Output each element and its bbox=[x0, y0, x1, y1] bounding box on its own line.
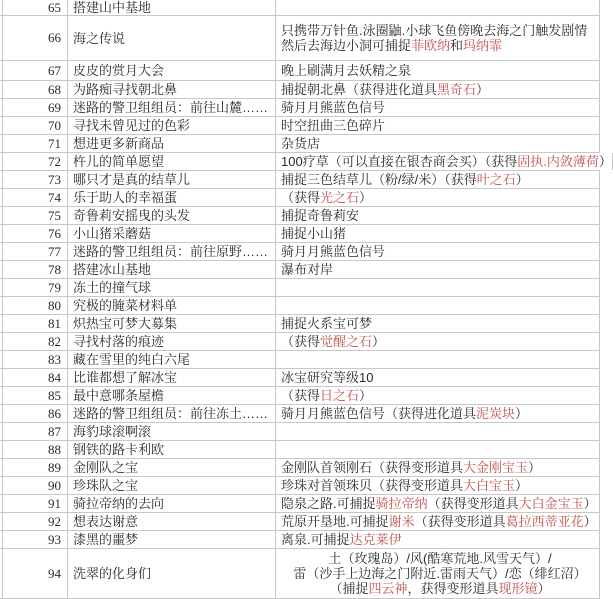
quest-description bbox=[276, 261, 600, 278]
quest-description bbox=[276, 171, 600, 188]
quest-number: 69 bbox=[3, 99, 68, 116]
quest-name: 想进更多新商品 bbox=[68, 135, 276, 152]
quest-description-line bbox=[281, 208, 599, 223]
quest-description bbox=[276, 279, 600, 296]
description-text: 土（玫瑰岛）/风(酷寒荒地.风雪天气）/ bbox=[328, 551, 552, 566]
quest-description bbox=[276, 531, 600, 548]
quest-number: 75 bbox=[3, 207, 68, 224]
table-row bbox=[0, 369, 600, 387]
quest-name: 漆黑的噩梦 bbox=[68, 531, 276, 548]
quest-description bbox=[276, 315, 600, 332]
description-text: 100疗草（可以直接在银杏商会买）（获得 bbox=[281, 154, 518, 169]
description-text: ） bbox=[359, 190, 373, 205]
quest-description bbox=[276, 405, 600, 422]
quest-description-line bbox=[281, 82, 599, 97]
table-row bbox=[0, 61, 600, 81]
quest-description-line bbox=[281, 478, 599, 493]
table-row bbox=[0, 99, 600, 117]
quest-number: 77 bbox=[3, 243, 68, 260]
quest-name: 迷路的警卫组组员：前往山麓…… bbox=[68, 99, 276, 116]
table-row bbox=[0, 459, 600, 477]
quest-number: 71 bbox=[3, 135, 68, 152]
quest-description-line bbox=[281, 118, 599, 133]
quest-description-line bbox=[281, 226, 599, 241]
quest-name: 奇鲁莉安摇曳的头发 bbox=[68, 207, 276, 224]
quest-name: 寻找村落的痕迹 bbox=[68, 333, 276, 350]
quest-number: 83 bbox=[3, 351, 68, 368]
quest-number: 82 bbox=[3, 333, 68, 350]
quest-name: 藏在雪里的纯白六尾 bbox=[68, 351, 276, 368]
description-text: （获得变形道具 bbox=[414, 514, 506, 529]
quest-description bbox=[276, 351, 600, 368]
quest-description bbox=[276, 495, 600, 512]
description-text: ） bbox=[515, 406, 529, 421]
reward-item-highlight: 泥炭块 bbox=[476, 406, 516, 421]
quest-name: 海之传说 bbox=[68, 16, 276, 60]
description-text: ） bbox=[528, 460, 542, 475]
quest-name: 杵儿的简单愿望 bbox=[68, 153, 276, 170]
description-text: 捕捉三色结草儿（粉/绿/米）（获得 bbox=[281, 172, 477, 187]
quest-description bbox=[276, 135, 600, 152]
reward-item-highlight: 菲欧纳 bbox=[411, 38, 451, 53]
quest-number: 74 bbox=[3, 189, 68, 206]
quest-number: 90 bbox=[3, 477, 68, 494]
quest-number: 79 bbox=[3, 279, 68, 296]
description-text: 时空扭曲三色碎片 bbox=[281, 118, 386, 133]
table-row bbox=[0, 207, 600, 225]
table-row bbox=[0, 16, 600, 61]
quest-description-line bbox=[281, 23, 599, 38]
table-row bbox=[0, 225, 600, 243]
description-text: 捕捉朝北鼻（获得进化道具 bbox=[281, 82, 438, 97]
description-text: ） bbox=[359, 388, 373, 403]
table-row bbox=[0, 189, 600, 207]
description-text: ） bbox=[515, 172, 529, 187]
reward-item-highlight: 觉醒之石 bbox=[320, 334, 373, 349]
quest-number: 65 bbox=[3, 0, 68, 15]
quest-description bbox=[276, 297, 600, 314]
quest-number: 81 bbox=[3, 315, 68, 332]
description-text: ） bbox=[537, 581, 551, 596]
quest-name: 炽热宝可梦大募集 bbox=[68, 315, 276, 332]
quest-description-line bbox=[281, 496, 599, 511]
table-row bbox=[0, 495, 600, 513]
reward-item-highlight: 大白宝玉 bbox=[463, 478, 516, 493]
reward-item-highlight: 大白金宝玉 bbox=[518, 496, 584, 511]
table-row bbox=[0, 243, 600, 261]
description-text: ，获得变形道具 bbox=[407, 581, 499, 596]
reward-item-highlight: 黑奇石 bbox=[437, 82, 477, 97]
quest-name: 金刚队之宝 bbox=[68, 459, 276, 476]
description-text: 杂货店 bbox=[281, 136, 321, 151]
quest-description bbox=[276, 99, 600, 116]
description-text: 荒原开垦地.可捕捉 bbox=[281, 514, 389, 529]
description-text: 然后去海边小洞可捕捉 bbox=[281, 38, 412, 53]
reward-item-highlight: 叶之石 bbox=[476, 172, 516, 187]
quest-description-line bbox=[281, 370, 599, 385]
table-row bbox=[0, 387, 600, 405]
quest-name: 珍珠队之宝 bbox=[68, 477, 276, 494]
quest-description-line bbox=[281, 38, 599, 53]
table-row bbox=[0, 405, 600, 423]
quest-description bbox=[276, 477, 600, 494]
quest-description bbox=[276, 387, 600, 404]
table-row bbox=[0, 351, 600, 369]
quest-number: 73 bbox=[3, 171, 68, 188]
quest-number: 89 bbox=[3, 459, 68, 476]
quest-name: 比谁都想了解冰宝 bbox=[68, 369, 276, 386]
quest-number: 93 bbox=[3, 531, 68, 548]
quest-number: 67 bbox=[3, 61, 68, 80]
description-text: （获得变形道具 bbox=[427, 496, 519, 511]
quest-name: 最中意哪条屋檐 bbox=[68, 387, 276, 404]
quest-name: 哪只才是真的结草儿 bbox=[68, 171, 276, 188]
reward-item-highlight: 谢米 bbox=[388, 514, 415, 529]
quest-name: 冻土的撞气球 bbox=[68, 279, 276, 296]
quest-description-line bbox=[281, 566, 599, 581]
reward-item-highlight: 玛纳霏 bbox=[463, 38, 503, 53]
quest-name: 乐于助人的幸福蛋 bbox=[68, 189, 276, 206]
quest-description bbox=[276, 207, 600, 224]
quest-description bbox=[276, 441, 600, 458]
reward-item-highlight: 大金刚宝玉 bbox=[463, 460, 529, 475]
description-text: ） bbox=[598, 154, 612, 169]
reward-item-highlight: 达克莱伊 bbox=[349, 532, 402, 547]
quest-description bbox=[276, 333, 600, 350]
quest-description bbox=[276, 423, 600, 440]
quest-number: 78 bbox=[3, 261, 68, 278]
description-text: ） bbox=[583, 496, 597, 511]
description-text: 珍珠对首领珠贝（获得变形道具 bbox=[281, 478, 464, 493]
description-text: （获得 bbox=[281, 334, 321, 349]
quest-description bbox=[276, 153, 613, 170]
quest-name: 皮皮的赏月大会 bbox=[68, 61, 276, 80]
description-text: 晚上刷满月去妖精之泉 bbox=[281, 63, 412, 78]
quest-number: 84 bbox=[3, 369, 68, 386]
quest-description-line bbox=[281, 190, 599, 205]
quest-name: 究极的腌菜材料单 bbox=[68, 297, 276, 314]
quest-name: 钢铁的路卡利欧 bbox=[68, 441, 276, 458]
quest-name: 迷路的警卫组组员：前往冻土…… bbox=[68, 405, 276, 422]
quest-name: 搭建冰山基地 bbox=[68, 261, 276, 278]
description-text: （获得 bbox=[281, 388, 321, 403]
description-text: 金刚队首领刚石（获得变形道具 bbox=[281, 460, 464, 475]
description-text: 离泉.可捕捉 bbox=[281, 532, 350, 547]
description-text: 捕捉小山猪 bbox=[281, 226, 347, 241]
table-row bbox=[0, 297, 600, 315]
table-row bbox=[0, 153, 612, 171]
description-text: 骑月月熊蓝色信号 bbox=[281, 100, 386, 115]
description-text: 瀑布对岸 bbox=[281, 262, 334, 277]
quest-number: 86 bbox=[3, 405, 68, 422]
reward-item-highlight: 四云神 bbox=[368, 581, 408, 596]
quest-number: 68 bbox=[3, 81, 68, 98]
quest-number: 91 bbox=[3, 495, 68, 512]
quest-name: 迷路的警卫组组员：前往原野…… bbox=[68, 243, 276, 260]
quest-number: 92 bbox=[3, 513, 68, 530]
quest-number: 88 bbox=[3, 441, 68, 458]
table-row bbox=[0, 279, 600, 297]
quest-number: 94 bbox=[3, 549, 68, 598]
quest-name: 小山猪采蘑菇 bbox=[68, 225, 276, 242]
table-row bbox=[0, 261, 600, 279]
quest-number: 76 bbox=[3, 225, 68, 242]
description-text: 雷（沙手上边海之门附近.雷雨天气）/恋（绯红沼） bbox=[293, 566, 587, 581]
quest-description bbox=[276, 0, 600, 15]
quest-description-line bbox=[281, 388, 599, 403]
quest-description bbox=[276, 243, 600, 260]
quest-description-line bbox=[281, 172, 599, 187]
quest-description-line bbox=[281, 460, 599, 475]
table-row bbox=[0, 171, 600, 189]
quest-description-line bbox=[281, 100, 599, 115]
description-text: 冰宝研究等级10 bbox=[281, 370, 374, 385]
quest-number: 70 bbox=[3, 117, 68, 134]
description-text: 隐泉之路.可捕捉 bbox=[281, 496, 376, 511]
quest-description bbox=[276, 189, 600, 206]
quest-number: 72 bbox=[3, 153, 68, 170]
table-row bbox=[0, 315, 600, 333]
reward-item-highlight: 日之石 bbox=[320, 388, 360, 403]
reward-item-highlight: 葛拉西蒂亚花 bbox=[505, 514, 584, 529]
description-text: 捕捉奇鲁莉安 bbox=[281, 208, 360, 223]
table-row bbox=[0, 333, 600, 351]
quest-description-line bbox=[281, 316, 599, 331]
quest-name: 海豹球滚啊滚 bbox=[68, 423, 276, 440]
description-text: 骑月月熊蓝色信号（获得进化道具 bbox=[281, 406, 477, 421]
description-text: （获得 bbox=[281, 190, 321, 205]
reward-item-highlight: 光之石 bbox=[320, 190, 360, 205]
quest-description-line bbox=[281, 406, 599, 421]
quest-description bbox=[276, 225, 600, 242]
description-text: （捕捉 bbox=[329, 581, 369, 596]
quest-description bbox=[276, 369, 600, 386]
table-row bbox=[0, 135, 600, 153]
reward-item-highlight: 固执.内敛薄荷 bbox=[517, 154, 599, 169]
quest-name: 为路痴寻找朝北鼻 bbox=[68, 81, 276, 98]
quest-description-line bbox=[281, 532, 599, 547]
quest-description-line bbox=[281, 154, 612, 169]
quest-name: 搭建山中基地 bbox=[68, 0, 276, 15]
quest-description-line bbox=[281, 514, 599, 529]
quest-number: 85 bbox=[3, 387, 68, 404]
quest-description bbox=[276, 513, 600, 530]
description-text: ） bbox=[372, 334, 386, 349]
quest-description-line bbox=[281, 63, 599, 78]
quest-description bbox=[276, 61, 600, 80]
quest-number: 66 bbox=[3, 16, 68, 60]
quest-description bbox=[276, 459, 600, 476]
quest-description-line bbox=[281, 244, 599, 259]
quest-description bbox=[276, 16, 600, 60]
description-text: 捕捉火系宝可梦 bbox=[281, 316, 373, 331]
table-row bbox=[0, 0, 600, 16]
quest-number: 87 bbox=[3, 423, 68, 440]
table-row bbox=[0, 117, 600, 135]
table-row bbox=[0, 441, 600, 459]
table-row bbox=[0, 549, 600, 599]
quest-name: 骑拉帝纳的去向 bbox=[68, 495, 276, 512]
table-row bbox=[0, 513, 600, 531]
quest-description bbox=[276, 549, 600, 598]
quest-description-line bbox=[281, 262, 599, 277]
quest-description-line bbox=[281, 334, 599, 349]
quest-description-line bbox=[281, 581, 599, 596]
quest-name: 寻找未曾见过的色彩 bbox=[68, 117, 276, 134]
reward-item-highlight: 现形镜 bbox=[498, 581, 538, 596]
description-text: ） bbox=[583, 514, 597, 529]
quest-description bbox=[276, 117, 600, 134]
table-row bbox=[0, 477, 600, 495]
description-text: 骑月月熊蓝色信号 bbox=[281, 244, 386, 259]
description-text: ） bbox=[515, 478, 529, 493]
description-text: 和 bbox=[450, 38, 464, 53]
quest-description-line bbox=[281, 136, 599, 151]
quest-description bbox=[276, 81, 600, 98]
reward-item-highlight: 骑拉帝纳 bbox=[375, 496, 428, 511]
description-text: ） bbox=[476, 82, 490, 97]
quest-name: 洗翠的化身们 bbox=[68, 549, 276, 598]
quest-name: 想表达谢意 bbox=[68, 513, 276, 530]
table-row bbox=[0, 531, 600, 549]
table-row bbox=[0, 81, 600, 99]
description-text: 只携带万针鱼.泳圈鼬.小球飞鱼傍晚去海之门触发剧情 bbox=[281, 23, 588, 38]
table-row bbox=[0, 423, 600, 441]
quest-description-line bbox=[281, 551, 599, 566]
quest-number: 80 bbox=[3, 297, 68, 314]
